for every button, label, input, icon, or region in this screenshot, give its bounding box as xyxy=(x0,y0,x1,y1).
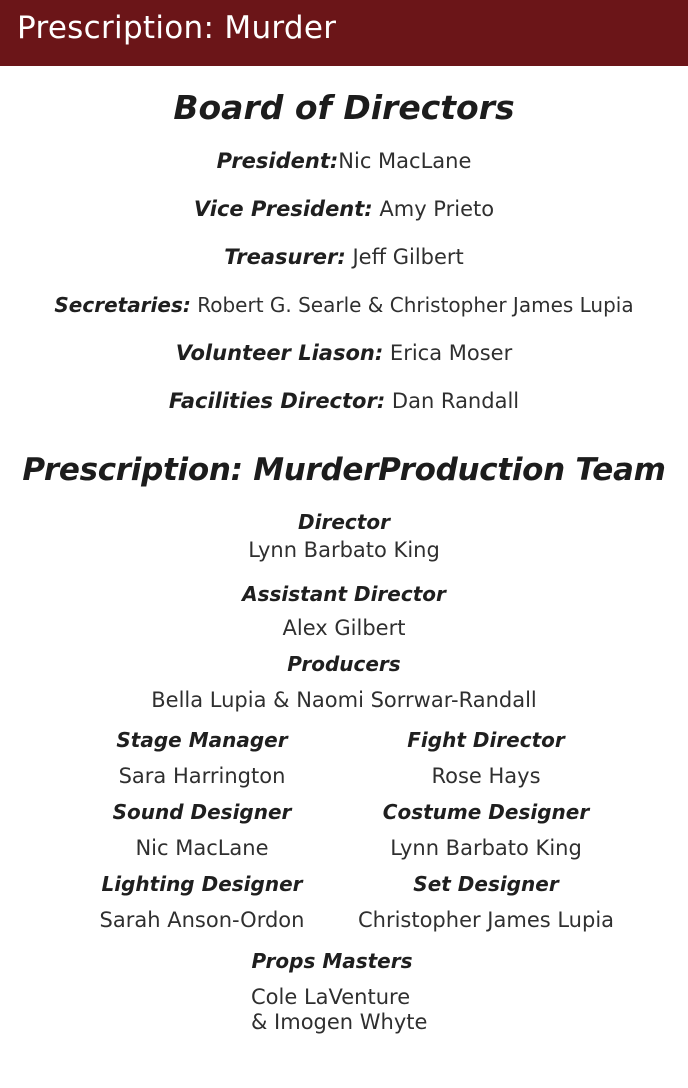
board-name: Nic MacLane xyxy=(338,149,472,173)
set-designer-name: Christopher James Lupia xyxy=(357,908,615,932)
set-designer-role: Set Designer xyxy=(413,872,559,896)
director-role: Director xyxy=(298,510,390,534)
board-heading: Board of Directors xyxy=(173,88,515,127)
board-role: Treasurer: xyxy=(224,245,346,269)
costume-designer-name: Lynn Barbato King xyxy=(390,836,582,860)
board-member-president xyxy=(0,148,688,174)
board-member-facilities-director xyxy=(0,388,688,414)
board-role: Secretaries: xyxy=(54,293,191,317)
sound-designer-name: Nic MacLane xyxy=(135,836,269,860)
board-role: President: xyxy=(216,149,339,173)
costume-designer-role: Costume Designer xyxy=(382,800,590,824)
assistant-director-role: Assistant Director xyxy=(242,582,446,606)
props-masters-name-line1: Cole LaVenture xyxy=(251,985,411,1009)
director-name: Lynn Barbato King xyxy=(248,538,440,562)
page-title: Prescription: Murder xyxy=(17,10,337,46)
board-name: Erica Moser xyxy=(383,341,513,365)
header-bar xyxy=(0,0,688,66)
assistant-director-name: Alex Gilbert xyxy=(282,616,406,640)
props-masters-name-line2: & Imogen Whyte xyxy=(251,1010,428,1034)
producers-name: Bella Lupia & Naomi Sorrwar-Randall xyxy=(151,688,537,712)
stage-manager-name: Sara Harrington xyxy=(118,764,286,788)
board-role: Vice President: xyxy=(193,197,373,221)
lighting-designer-name: Sarah Anson-Ordon xyxy=(99,908,305,932)
production-heading: Prescription: MurderProduction Team xyxy=(22,452,666,488)
producers-role: Producers xyxy=(287,652,401,676)
stage-manager-role: Stage Manager xyxy=(116,728,288,752)
board-role: Volunteer Liason: xyxy=(175,341,384,365)
board-member-treasurer xyxy=(0,244,688,270)
fight-director-role: Fight Director xyxy=(407,728,565,752)
sound-designer-role: Sound Designer xyxy=(112,800,292,824)
props-masters-role: Props Masters xyxy=(251,949,413,973)
board-name: Dan Randall xyxy=(385,389,520,413)
board-name: Amy Prieto xyxy=(372,197,495,221)
board-name: Jeff Gilbert xyxy=(345,245,464,269)
board-role: Facilities Director: xyxy=(168,389,386,413)
lighting-designer-role: Lighting Designer xyxy=(101,872,303,896)
board-name: Robert G. Searle & Christopher James Lupia xyxy=(190,293,634,317)
board-member-vice-president xyxy=(0,196,688,222)
board-member-volunteer-liason xyxy=(0,340,688,366)
board-member-secretaries xyxy=(0,292,688,318)
fight-director-name: Rose Hays xyxy=(431,764,541,788)
